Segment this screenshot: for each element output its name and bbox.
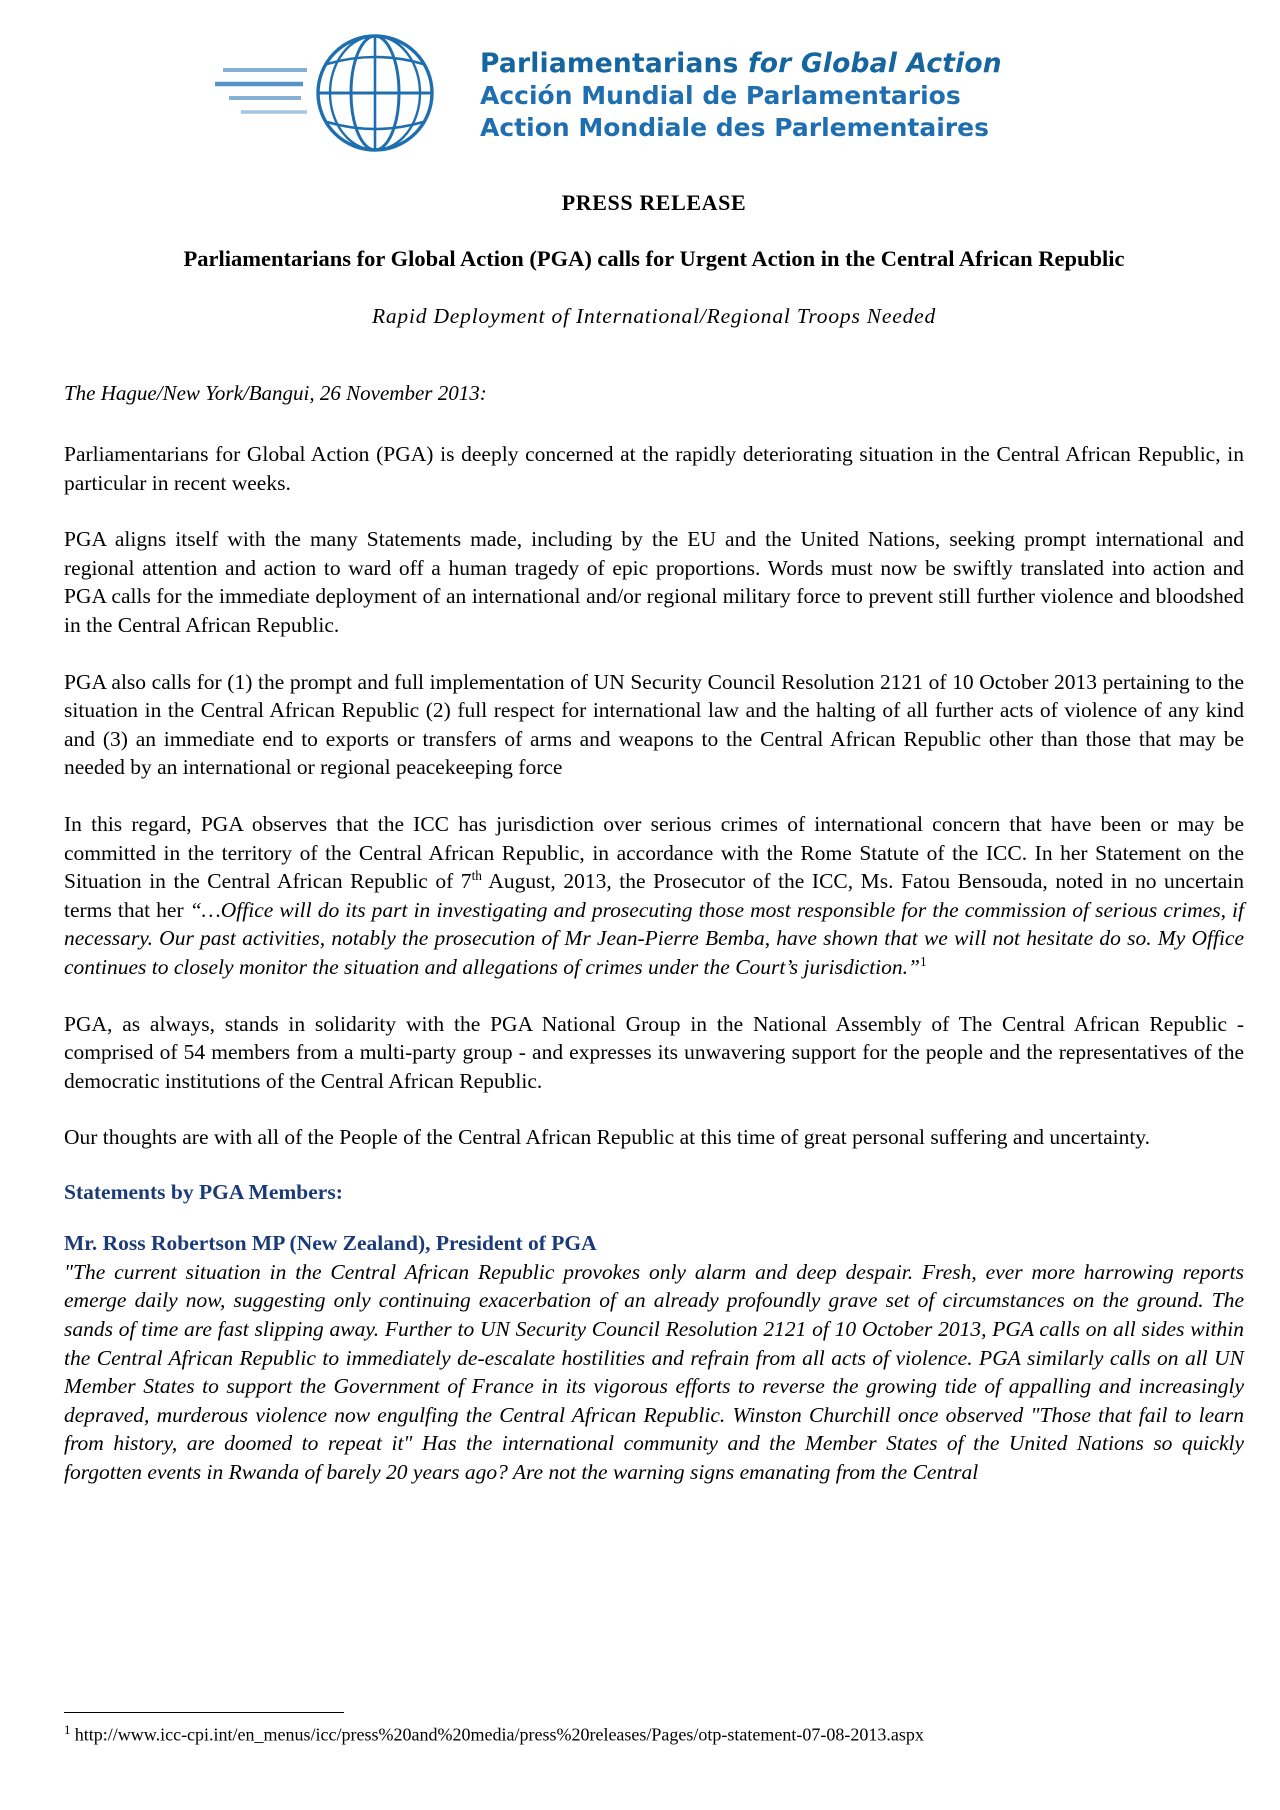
footnote-number: 1 xyxy=(64,1722,71,1737)
paragraph-icc xyxy=(64,810,1244,982)
page-title: Parliamentarians for Global Action (PGA) calls for Urgent Action in the Central African Republic xyxy=(183,246,1125,271)
paragraph-statements-alignment: PGA aligns itself with the many Statements made, including by the EU and the United Nations, seeking prompt international and regional attention and action to ward off a human tragedy of epic proportions. Words must now be swiftly translated into action and PGA calls for the immediate deployment of an international and/or regional military force to prevent still further violence and bloodshed in the Central African Republic. xyxy=(64,527,1244,637)
section-heading-statements: Statements by PGA Members: xyxy=(64,1179,343,1204)
footnote-url[interactable]: http://www.icc-cpi.int/en_menus/icc/press%20and%20media/press%20releases/Pages/otp-statement-07-08-2013.aspx xyxy=(74,1724,924,1745)
footnote-marker[interactable]: 1 xyxy=(920,953,927,969)
globe-icon xyxy=(215,28,470,163)
statement-quote-ross-robertson: "The current situation in the Central African Republic provokes only alarm and deep despair. Fresh, ever more harrowing reports emerge daily now, suggesting only continuing exacerbation of an already profoundly grave set of circumstances on the ground. The sands of time are fast slipping away. Further to UN Security Council Resolution 2121 of 10 October 2013, PGA calls on all sides within the Central African Republic to immediately de-escalate hostilities and refrain from all acts of violence. PGA similarly calls on all UN Member States to support the Government of France in its vigorous efforts to reverse the growing tide of appalling and increasingly depraved, murderous violence now engulfing the Central African Republic. Winston Churchill once observed "Those that fail to learn from history, are doomed to repeat it" Has the international community and the Member States of the United Nations so quickly forgotten events in Rwanda of barely 20 years ago? Are not the warning signs emanating from the Central xyxy=(64,1259,1244,1485)
pga-letterhead xyxy=(215,28,1045,163)
statement-speaker-ross-robertson: Mr. Ross Robertson MP (New Zealand), President of PGA xyxy=(64,1230,597,1255)
logo-line-spanish: Acción Mundial de Parlamentarios xyxy=(480,81,961,111)
icc-prosecutor-quote: “…Office will do its part in investigating and prosecuting those most responsible for the commission of serious crimes, if necessary. Our past activities, notably the prosecution of Mr Jean-Pierre Bemba, have shown that we will not hesitate do so. My Office continues to closely monitor the situation and allegations of crimes under the Court’s jurisdiction.” xyxy=(64,897,1244,979)
ordinal-suffix: th xyxy=(471,867,482,883)
press-release-label: PRESS RELEASE xyxy=(561,190,747,215)
footnote-separator xyxy=(64,1712,344,1713)
icc-text-part2: August, 2013, the Prosecutor of the ICC, Ms. Fatou Bensouda, noted in no uncertain terms that her xyxy=(64,869,1244,922)
subtitle: Rapid Deployment of International/Regional Troops Needed xyxy=(371,304,937,328)
dateline: The Hague/New York/Bangui, 26 November 2013: xyxy=(64,381,487,405)
icc-text-part1: In this regard, PGA observes that the ICC has jurisdiction over serious crimes of international concern that have been or may be committed in the territory of the Central African Republic, in accordance with the Rome Statute of the ICC. In her Statement on the Situation in the Central African Republic of 7 xyxy=(64,811,1244,894)
pga-logo-text xyxy=(480,47,1002,145)
footnote xyxy=(64,1722,1244,1747)
document-body xyxy=(64,190,1244,1487)
logo-line-english: Parliamentarians for Global Action xyxy=(480,47,1002,79)
logo-line-french: Action Mondiale des Parlementaires xyxy=(480,113,989,143)
paragraph-solidarity: PGA, as always, stands in solidarity with the PGA National Group in the National Assembly of The Central African Republic - comprised of 54 members from a multi-party group - and expresses its unwavering support for the people and the representatives of the democratic institutions of the Central African Republic. xyxy=(64,1011,1244,1093)
paragraph-intro: Parliamentarians for Global Action (PGA) is deeply concerned at the rapidly deteriorating situation in the Central African Republic, in particular in recent weeks. xyxy=(64,442,1244,495)
paragraph-calls: PGA also calls for (1) the prompt and full implementation of UN Security Council Resolution 2121 of 10 October 2013 pertaining to the situation in the Central African Republic (2) full respect for international law and the halting of all further acts of violence of any kind and (3) an immediate end to exports or transfers of arms and weapons to the Central African Republic other than those that may be needed by an international or regional peacekeeping force xyxy=(64,669,1244,780)
paragraph-thoughts: Our thoughts are with all of the People of the Central African Republic at this time of great personal suffering and uncertainty. xyxy=(64,1125,1151,1150)
